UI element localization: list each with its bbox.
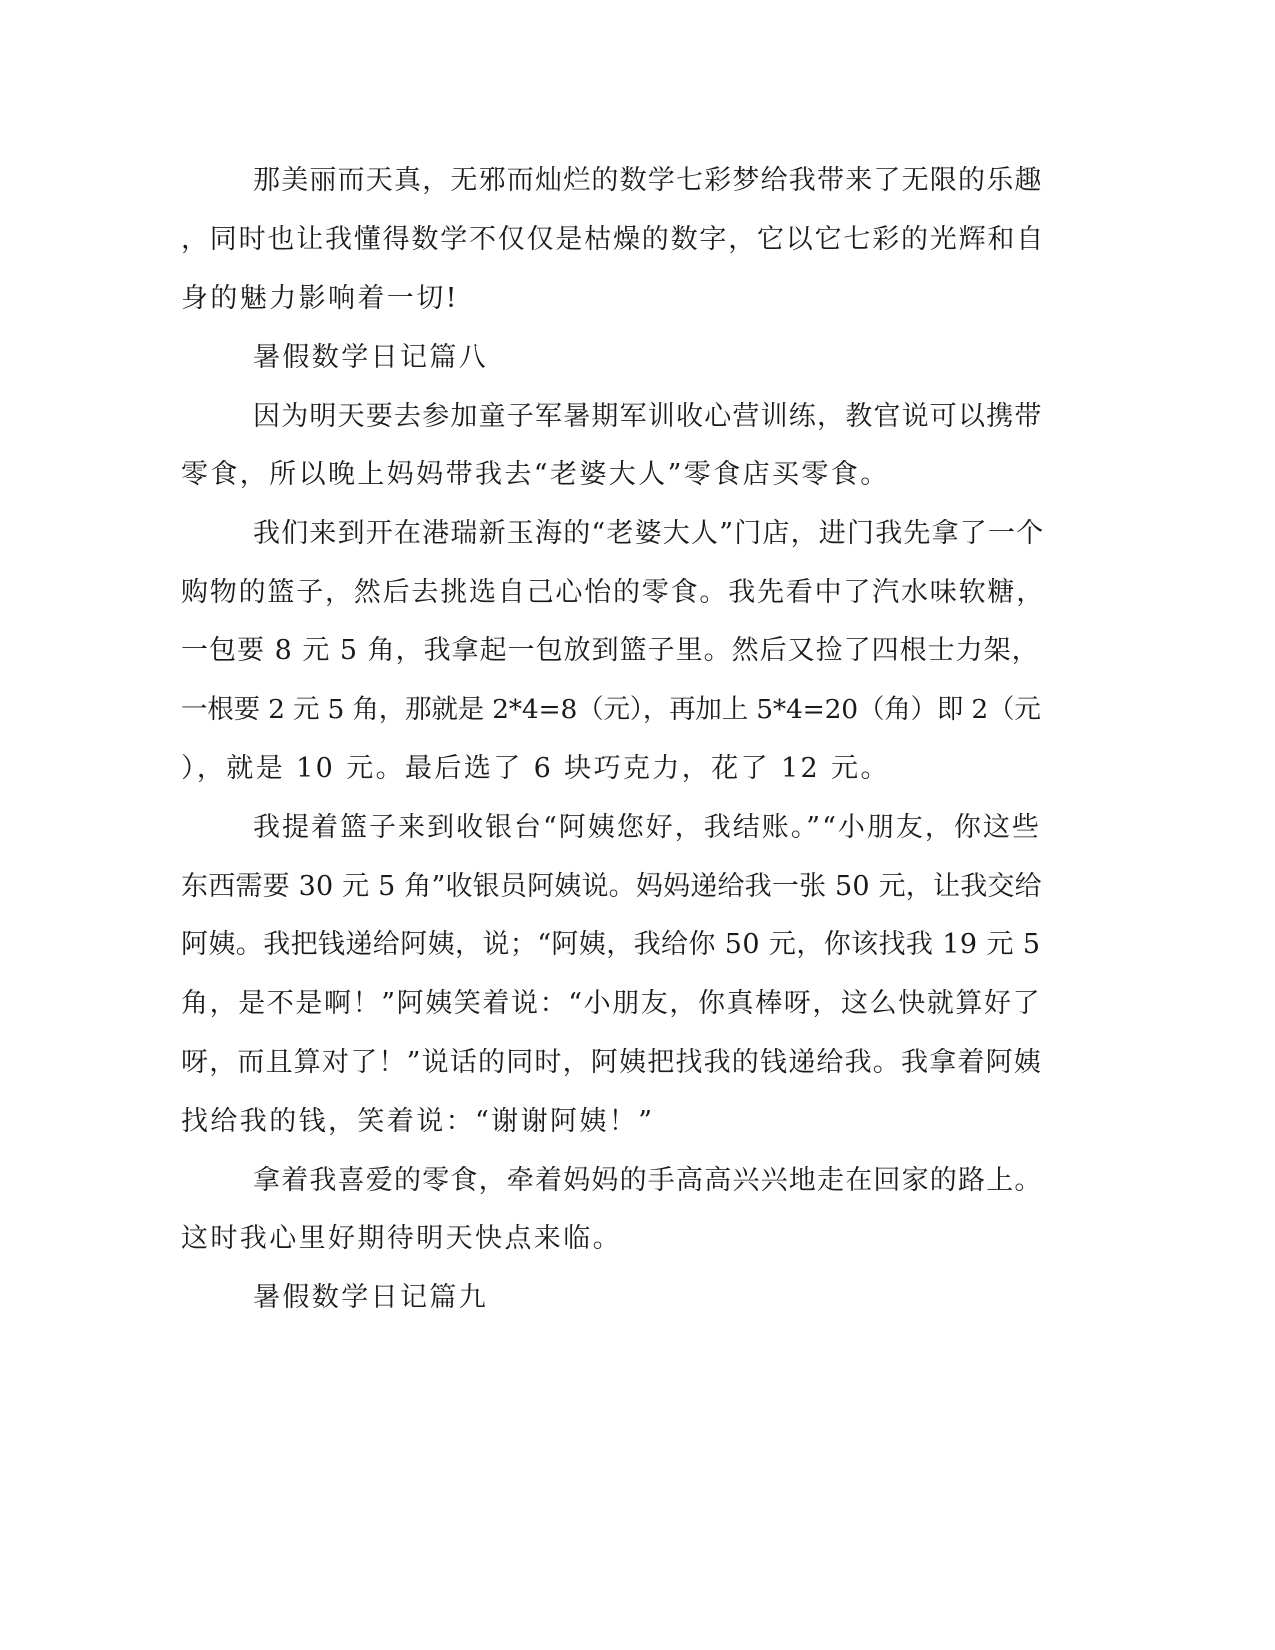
text-line: 拿着我喜爱的零食，牵着妈妈的手高高兴兴地走在回家的路上。 xyxy=(253,1165,1043,1196)
text-line: 身的魅力影响着一切! xyxy=(181,283,459,314)
text-line: 一根要 2 元 5 角，那就是 2*4=8（元），再加上 5*4=20（角）即 2（元 xyxy=(181,694,1041,725)
text-line: 东西需要 30 元 5 角”收银员阿姨说。妈妈递给我一张 50 元，让我交给 xyxy=(181,871,1042,902)
text-line: 一包要 8 元 5 角，我拿起一包放到篮子里。然后又捡了四根士力架， xyxy=(181,635,1040,666)
text-line: 呀，而且算对了！”说话的同时，阿姨把找我的钱递给我。我拿着阿姨 xyxy=(181,1047,1043,1078)
text-line: 因为明天要去参加童子军暑期军训收心营训练，教官说可以携带 xyxy=(253,401,1043,432)
text-line: 我提着篮子来到收银台“阿姨您好，我结账。”“小朋友，你这些 xyxy=(253,812,1041,843)
text-line: 零食，所以晚上妈妈带我去“老婆大人”零食店买零食。 xyxy=(181,459,890,490)
text-line: 那美丽而天真，无邪而灿烂的数学七彩梦给我带来了无限的乐趣 xyxy=(253,165,1043,196)
text-line: 角，是不是啊！”阿姨笑着说：“小朋友，你真棒呀，这么快就算好了 xyxy=(181,988,1042,1019)
text-line: 这时我心里好期待明天快点来临。 xyxy=(181,1223,622,1254)
text-line: 找给我的钱，笑着说：“谢谢阿姨！” xyxy=(181,1106,655,1137)
section-heading: 暑假数学日记篇九 xyxy=(253,1282,489,1313)
text-line: 我们来到开在港瑞新玉海的“老婆大人”门店，进门我先拿了一个 xyxy=(253,518,1045,549)
text-line: 购物的篮子，然后去挑选自己心怡的零食。我先看中了汽水味软糖， xyxy=(181,577,1045,608)
text-line: ），就是 10 元。最后选了 6 块巧克力，花了 12 元。 xyxy=(181,753,890,784)
section-heading: 暑假数学日记篇八 xyxy=(253,342,489,373)
text-line: ，同时也让我懂得数学不仅仅是枯燥的数字，它以它七彩的光辉和自 xyxy=(181,224,1045,255)
text-line: 阿姨。我把钱递给阿姨，说；“阿姨，我给你 50 元，你该找我 19 元 5 xyxy=(181,929,1041,960)
